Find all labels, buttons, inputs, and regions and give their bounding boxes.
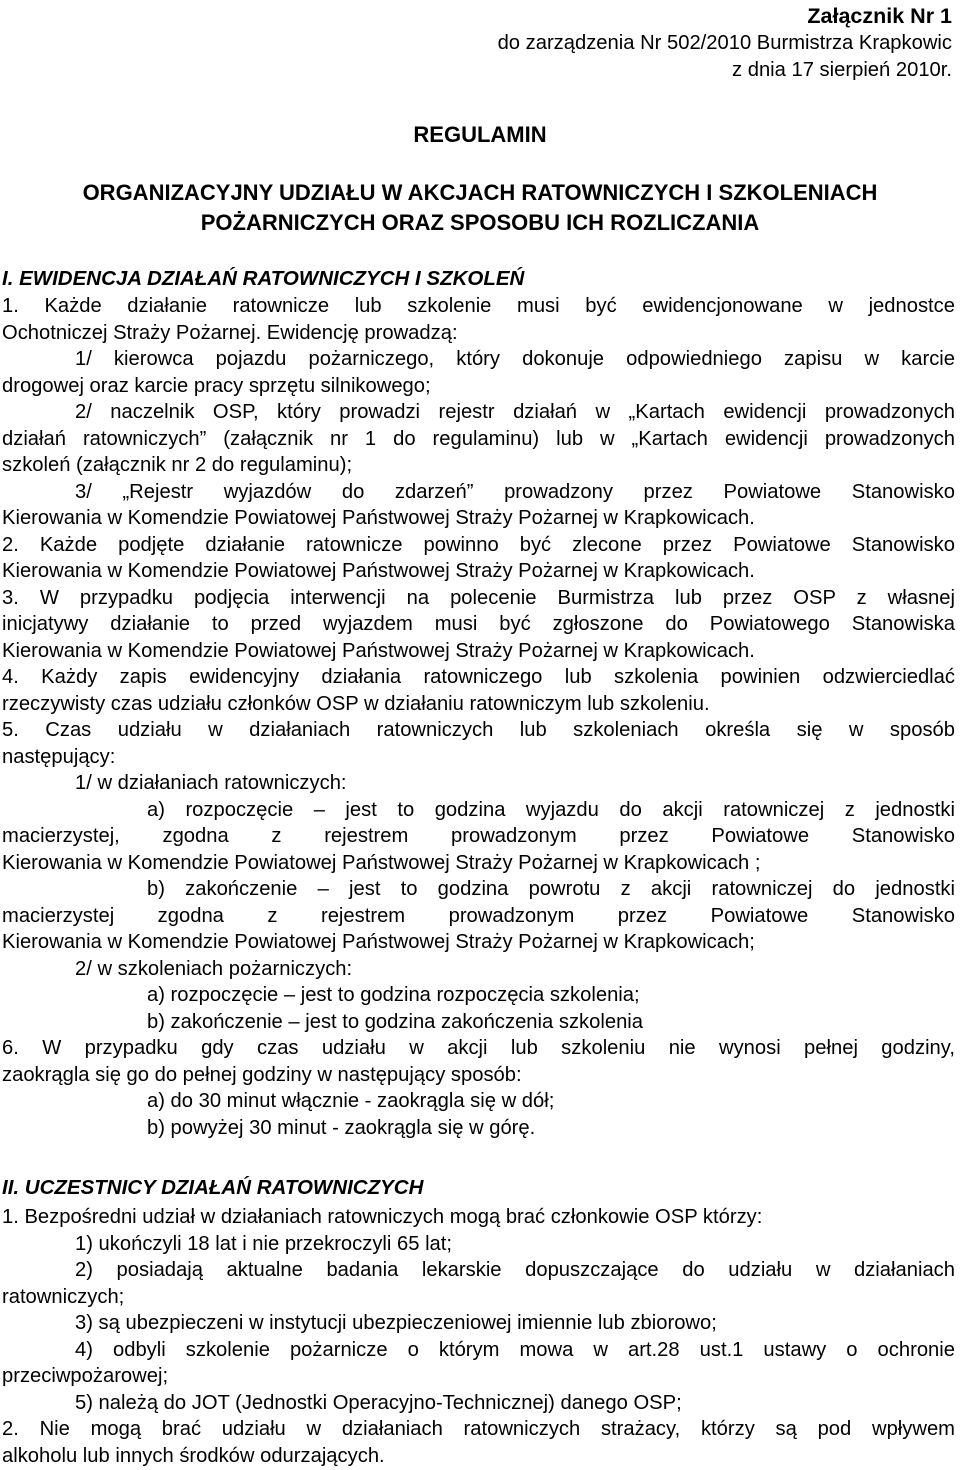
- text-line: 2/ naczelnik OSP, który prowadzi rejestr działań w „Kartach ewidencji prowadzonych: [75, 401, 955, 423]
- text-line: działań ratowniczych” (załącznik nr 1 do regulaminu) lub w „Kartach ewidencji prowadzonych: [2, 427, 955, 450]
- text-line: szkoleń (załącznik nr 2 do regulaminu);: [2, 454, 353, 476]
- text-line: 1. Bezpośredni udział w działaniach ratowniczych mogą brać członkowie OSP którzy:: [2, 1206, 763, 1228]
- text-line: 4) odbyli szkolenie pożarnicze o którym mowa w art.28 ust.1 ustawy o ochronie: [75, 1338, 955, 1361]
- text-line: b) zakończenie – jest to godzina powrotu z akcji ratowniczej do jednostki: [147, 878, 955, 900]
- text-line: 5. Czas udziału w działaniach ratowniczych lub szkoleniach określa się w sposób: [2, 719, 955, 741]
- text-line: 2/ w szkoleniach pożarniczych:: [75, 957, 353, 980]
- section-1-body: [2, 293, 955, 1141]
- text-line: Kierowania w Komendzie Powiatowej Państwowej Straży Pożarnej w Krapkowicach.: [2, 639, 755, 662]
- text-line: następujący:: [2, 745, 116, 768]
- text-line: 1) ukończyli 18 lat i nie przekroczyli 65 lat;: [75, 1232, 452, 1255]
- text-line: macierzystej, zgodna z rejestrem prowadzonym przez Powiatowe Stanowisko: [2, 825, 955, 847]
- text-line: rzeczywisty czas udziału członków OSP w działaniu ratowniczym lub szkoleniu.: [2, 692, 710, 715]
- text-line: inicjatywy działanie to przed wyjazdem musi być zgłoszone do Powiatowego Stanowiska: [2, 613, 955, 635]
- text-line: Kierowania w Komendzie Powiatowej Państwowej Straży Pożarnej w Krapkowicach.: [2, 560, 755, 582]
- text-line: a) do 30 minut włącznie - zaokrągla się w dół;: [147, 1090, 555, 1112]
- text-line: 3) są ubezpieczeni w instytucji ubezpieczeniowej imiennie lub zbiorowo;: [75, 1312, 717, 1334]
- text-line: b) zakończenie – jest to godzina zakończenia szkolenia: [147, 1010, 644, 1033]
- text-line: 5) należą do JOT (Jednostki Operacyjno-Technicznej) danego OSP;: [75, 1391, 682, 1414]
- attachment-number: Załącznik Nr 1: [807, 4, 952, 28]
- text-line: ratowniczych;: [2, 1285, 125, 1308]
- text-line: a) rozpoczęcie – jest to godzina wyjazdu do akcji ratowniczej z jednostki: [147, 798, 955, 821]
- section-2-body: [2, 1204, 955, 1469]
- attachment-ordinance: do zarządzenia Nr 502/2010 Burmistrza Krapkowic: [497, 32, 952, 54]
- text-line: 2. Nie mogą brać udziału w działaniach ratowniczych strażacy, którzy są pod wpływem: [2, 1418, 955, 1440]
- text-line: zaokrągla się go do pełnej godziny w następujący sposób:: [2, 1063, 522, 1086]
- document-subtitle-line-1: ORGANIZACYJNY UDZIAŁU W AKCJACH RATOWNICZYCH I SZKOLENIACH: [82, 180, 878, 205]
- text-line: drogowej oraz karcie pracy sprzętu silnikowego;: [2, 374, 431, 397]
- document-subtitle-line-2: POŻARNICZYCH ORAZ SPOSOBU ICH ROZLICZANIA: [200, 210, 760, 235]
- text-line: 4. Każdy zapis ewidencyjny działania ratowniczego lub szkolenia powinien odzwierciedlać: [2, 666, 955, 688]
- text-line: alkoholu lub innych środków odurzających.: [2, 1444, 385, 1467]
- text-line: 1/ kierowca pojazdu pożarniczego, który dokonuje odpowiedniego zapisu w karcie: [75, 348, 955, 370]
- text-line: 3/ „Rejestr wyjazdów do zdarzeń” prowadzony przez Powiatowe Stanowisko: [75, 480, 955, 503]
- text-line: 2) posiadają aktualne badania lekarskie dopuszczające do udziału w działaniach: [75, 1259, 955, 1281]
- text-line: Kierowania w Komendzie Powiatowej Państwowej Straży Pożarnej w Krapkowicach;: [2, 931, 755, 953]
- attachment-date: z dnia 17 sierpień 2010r.: [732, 59, 952, 81]
- text-line: 6. W przypadku gdy czas udziału w akcji lub szkoleniu nie wynosi pełnej godziny,: [2, 1037, 955, 1059]
- text-line: 3. W przypadku podjęcia interwencji na polecenie Burmistrza lub przez OSP z własnej: [2, 586, 955, 609]
- text-line: Ochotniczej Straży Pożarnej. Ewidencję prowadzą:: [2, 321, 458, 344]
- text-line: Kierowania w Komendzie Powiatowej Państwowej Straży Pożarnej w Krapkowicach ;: [2, 851, 761, 874]
- text-line: 2. Każde podjęte działanie ratownicze powinno być zlecone przez Powiatowe Stanowisko: [2, 533, 955, 556]
- text-line: macierzystej zgodna z rejestrem prowadzonym przez Powiatowe Stanowisko: [2, 904, 955, 927]
- text-line: 1. Każde działanie ratownicze lub szkolenie musi być ewidencjonowane w jednostce: [2, 295, 955, 317]
- section-1-heading: I. EWIDENCJA DZIAŁAŃ RATOWNICZYCH I SZKOLEŃ: [2, 267, 525, 290]
- section-2-heading: II. UCZESTNICY DZIAŁAŃ RATOWNICZYCH: [2, 1176, 424, 1199]
- text-line: 1/ w działaniach ratowniczych:: [75, 772, 347, 794]
- text-line: b) powyżej 30 minut - zaokrągla się w górę.: [147, 1116, 536, 1139]
- text-line: a) rozpoczęcie – jest to godzina rozpoczęcia szkolenia;: [147, 984, 640, 1006]
- text-line: przeciwpożarowej;: [2, 1365, 169, 1387]
- text-line: Kierowania w Komendzie Powiatowej Państwowej Straży Pożarnej w Krapkowicach.: [2, 507, 755, 529]
- document-title: REGULAMIN: [413, 122, 547, 147]
